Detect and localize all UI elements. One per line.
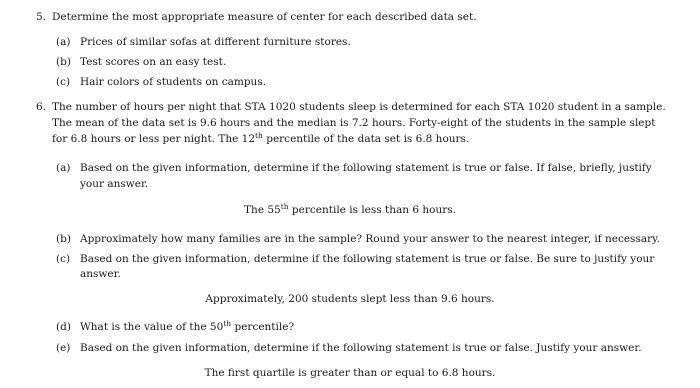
q6-part-d-label: (d) — [56, 321, 71, 333]
q6-part-e-text: Based on the given information, determine if the following statement is true or false. Justify your answer. — [80, 342, 642, 354]
q6-part-d-text: What is the value of the 50th percentile? — [80, 319, 295, 333]
q5-part-c-text: Hair colors of students on campus. — [80, 76, 267, 88]
q5-part-b-label: (b) — [56, 56, 71, 68]
q6-part-c-line-1: Based on the given information, determine if the following statement is true or false. Be sure to justify your — [80, 253, 655, 265]
question-6-number: 6. — [36, 101, 47, 113]
q6-part-a-line-1: Based on the given information, determine if the following statement is true or false. If false, briefly, justify — [80, 162, 652, 174]
q6-part-c-label: (c) — [56, 253, 71, 265]
q5-part-c-label: (c) — [56, 76, 71, 88]
q6-part-e-statement: The first quartile is greater than or equal to 6.8 hours. — [204, 367, 496, 379]
question-6-line-2: The mean of the data set is 9.6 hours and the median is 7.2 hours. Forty-eight of the students in the sample slept — [52, 117, 656, 129]
question-5-text: Determine the most appropriate measure of center for each described data set. — [52, 11, 477, 23]
question-6-line-3: for 6.8 hours or less per night. The 12th percentile of the data set is 6.8 hours. — [52, 131, 470, 145]
question-5-number: 5. — [36, 11, 47, 23]
q6-part-b-label: (b) — [56, 233, 71, 245]
q6-part-c-line-2: answer. — [80, 268, 121, 280]
question-6-line-1: The number of hours per night that STA 1020 students sleep is determined for each STA 1020 student in a sample. — [52, 101, 666, 113]
q5-part-a-text: Prices of similar sofas at different furniture stores. — [80, 36, 351, 48]
q6-part-e-label: (e) — [56, 342, 71, 354]
q6-part-a-line-2: your answer. — [80, 178, 149, 190]
q6-part-b-text: Approximately how many families are in the sample? Round your answer to the nearest integer, if necessary. — [80, 233, 660, 245]
q6-part-a-label: (a) — [56, 162, 71, 174]
q5-part-a-label: (a) — [56, 36, 71, 48]
q6-part-a-statement: The 55th percentile is less than 6 hours. — [244, 202, 456, 216]
q5-part-b-text: Test scores on an easy test. — [80, 56, 227, 68]
q6-part-c-statement: Approximately, 200 students slept less than 9.6 hours. — [205, 293, 495, 305]
